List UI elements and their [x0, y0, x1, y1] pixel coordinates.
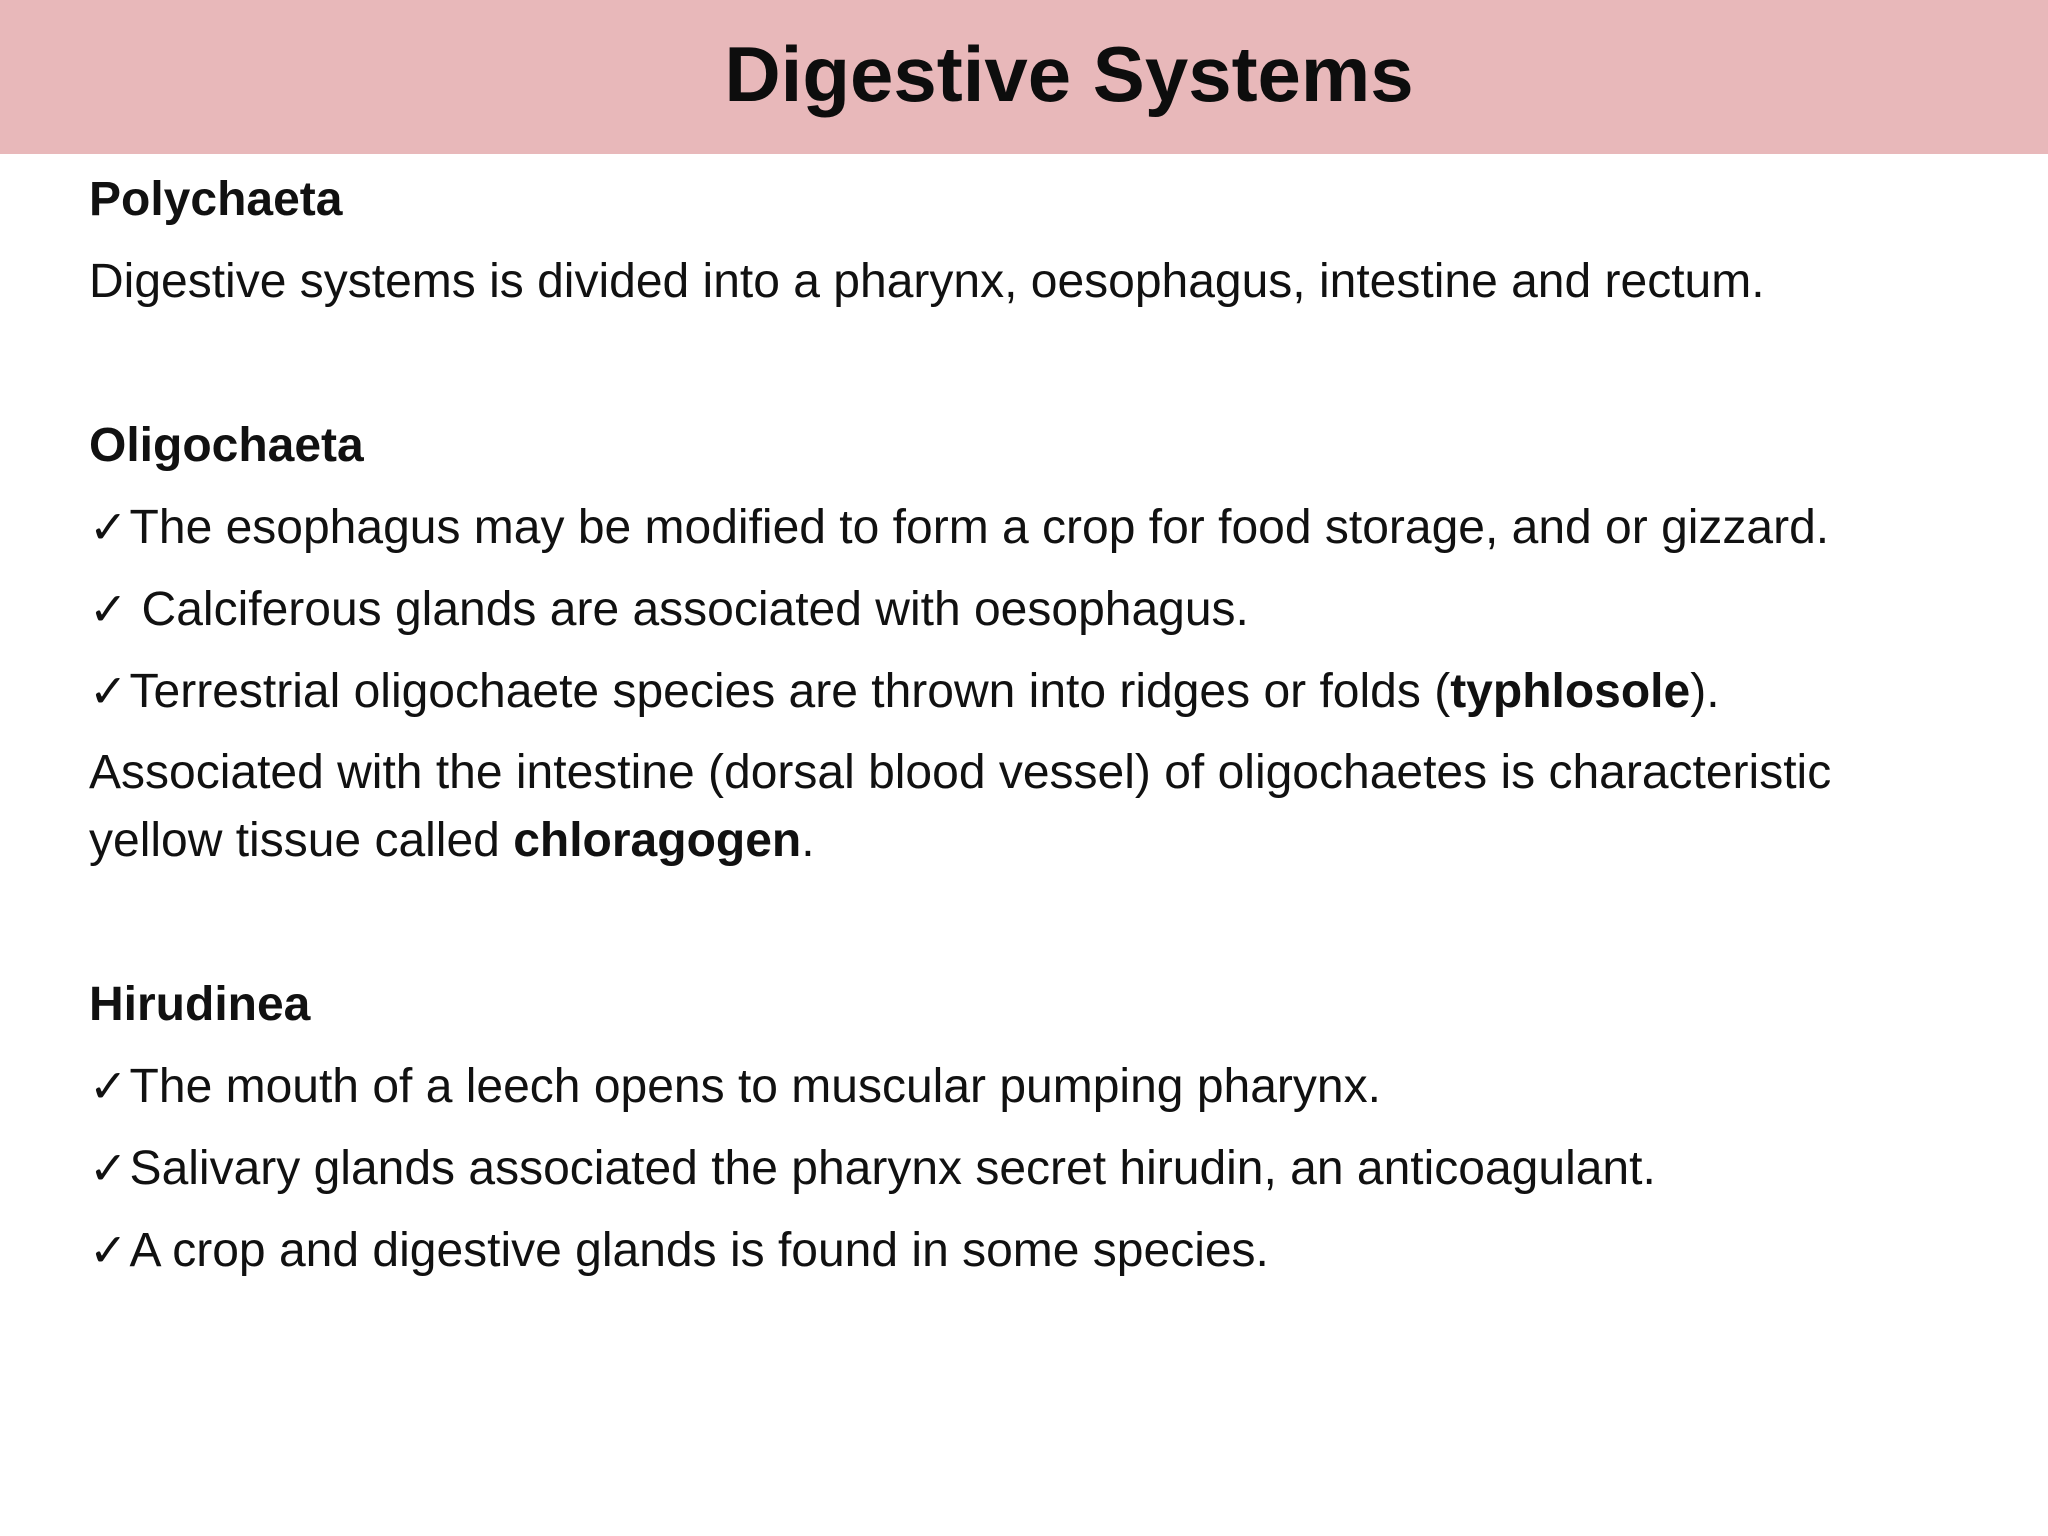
oligochaeta-bullet-1 [89, 497, 1829, 558]
check-icon: ✓ [89, 582, 128, 636]
bullet-text: The mouth of a leech opens to muscular pumping pharynx. [129, 1060, 1381, 1113]
bullet-text: Terrestrial oligochaete species are thrown into ridges or folds ( [129, 665, 1451, 718]
check-icon: ✓ [89, 1141, 128, 1195]
term-chloragogen: chloragogen [513, 814, 802, 867]
hirudinea-bullet-2 [89, 1138, 1656, 1199]
slide-title: Digestive Systems [724, 30, 1414, 118]
hirudinea-heading: Hirudinea [89, 978, 311, 1031]
check-icon: ✓ [89, 1059, 128, 1113]
check-icon: ✓ [89, 664, 128, 718]
hirudinea-bullet-1 [89, 1056, 1381, 1117]
term-typhlosole: typhlosole [1450, 665, 1691, 718]
bullet-text-end: ). [1690, 665, 1720, 718]
bullet-text: Salivary glands associated the pharynx secret hirudin, an anticoagulant. [129, 1142, 1656, 1195]
oligochaeta-heading: Oligochaeta [89, 419, 364, 472]
paragraph-text: yellow tissue called [89, 814, 514, 867]
bullet-text: Calciferous glands are associated with oesophagus. [141, 583, 1249, 636]
polychaeta-text: Digestive systems is divided into a pharynx, oesophagus, intestine and rectum. [89, 255, 1765, 308]
polychaeta-heading: Polychaeta [89, 173, 343, 226]
check-icon: ✓ [89, 1223, 128, 1277]
hirudinea-bullet-3 [89, 1220, 1269, 1281]
oligochaeta-bullet-2 [89, 579, 1249, 640]
bullet-text: The esophagus may be modified to form a crop for food storage, and or gizzard. [129, 501, 1830, 554]
bullet-text: A crop and digestive glands is found in some species. [129, 1224, 1269, 1277]
paragraph-text-end: . [801, 814, 815, 867]
check-icon: ✓ [89, 500, 128, 554]
oligochaeta-paragraph-line-2 [89, 811, 815, 871]
oligochaeta-paragraph-line-1: Associated with the intestine (dorsal blood vessel) of oligochaetes is characteristic [89, 746, 1832, 799]
oligochaeta-bullet-3 [89, 661, 1720, 722]
